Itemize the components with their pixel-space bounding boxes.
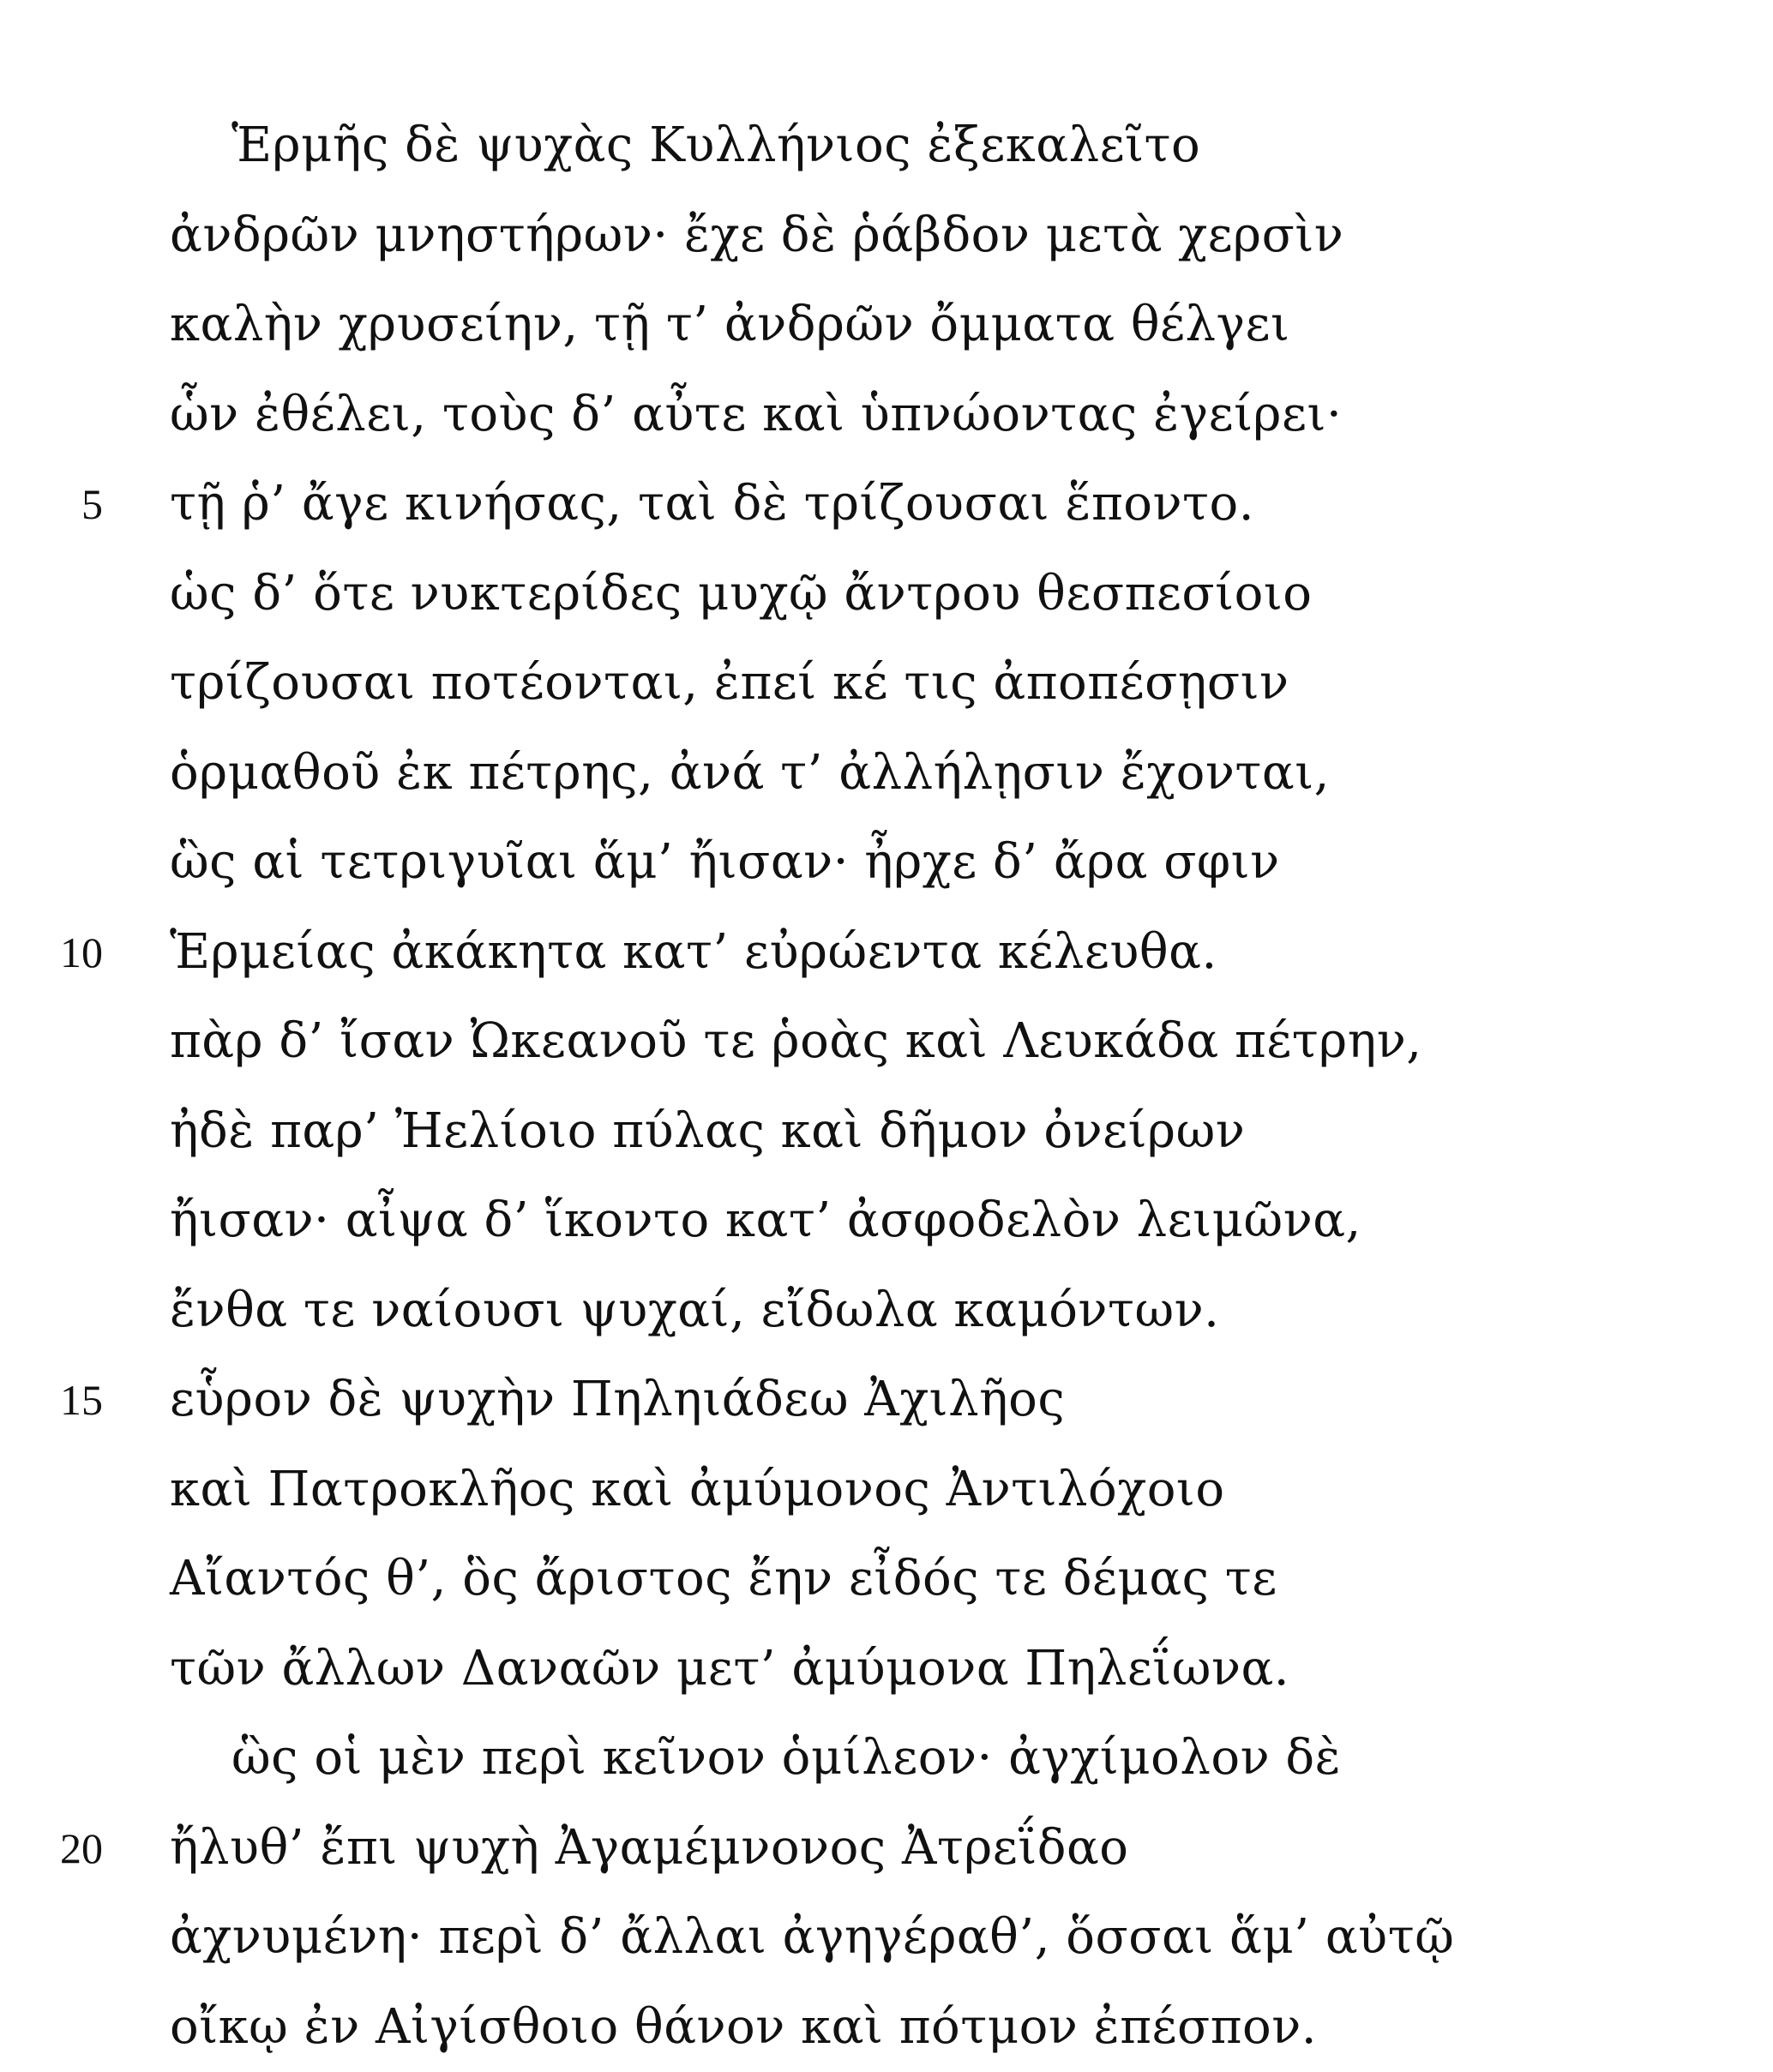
verse-text: πὰρ δ’ ἴσαν Ὠκεανοῦ τε ῥοὰς καὶ Λευκάδα πέτρην,: [170, 997, 1422, 1087]
verse-line: [0, 1445, 1773, 1535]
line-number: 10: [0, 908, 103, 998]
verse-text: ὧν ἐθέλει, τοὺς δ’ αὖτε καὶ ὑπνώοντας ἐγείρει·: [170, 370, 1342, 460]
verse-text: Αἴαντός θ’, ὃς ἄριστος ἔην εἶδός τε δέμας τε: [170, 1534, 1277, 1625]
verse-line: [0, 370, 1773, 460]
verse-text: ὣς αἱ τετριγυῖαι ἅμ’ ἤισαν· ἦρχε δ’ ἄρα σφιν: [170, 818, 1280, 908]
verse-line: [0, 997, 1773, 1087]
verse-text: καλὴν χρυσείην, τῇ τ’ ἀνδρῶν ὄμματα θέλγει: [170, 280, 1289, 370]
verse-text: ἀνδρῶν μνηστήρων· ἔχε δὲ ῥάβδον μετὰ χερσὶν: [170, 191, 1343, 281]
verse-text: ἀχνυμένη· περὶ δ’ ἄλλαι ἀγηγέραθ’, ὅσσαι ἅμ’ αὐτῷ: [170, 1893, 1454, 1983]
verse-text: ἤλυθ’ ἔπι ψυχὴ Ἀγαμέμνονος Ἀτρεΐδαο: [170, 1804, 1129, 1894]
verse-line: [0, 639, 1773, 729]
verse-line: [0, 908, 1773, 998]
verse-line: [0, 1893, 1773, 1983]
verse-text: ἤισαν· αἶψα δ’ ἵκοντο κατ’ ἀσφοδελὸν λειμῶνα,: [170, 1176, 1361, 1266]
verse-line: [0, 1355, 1773, 1445]
verse-line: [0, 280, 1773, 370]
verse-line: [0, 1176, 1773, 1266]
line-number: 15: [0, 1355, 103, 1445]
line-number: 20: [0, 1804, 103, 1894]
verse-text: Ἑρμείας ἀκάκητα κατ’ εὐρώεντα κέλευθα.: [170, 908, 1217, 998]
verse-line: [0, 1983, 1773, 2072]
verse-text: οἴκῳ ἐν Αἰγίσθοιο θάνον καὶ πότμον ἐπέσπον.: [170, 1983, 1317, 2072]
verse-line: [0, 1714, 1773, 1804]
verse-text: τρίζουσαι ποτέονται, ἐπεί κέ τις ἀποπέσῃσιν: [170, 639, 1289, 729]
verse-line: [0, 818, 1773, 908]
poem-text: [0, 101, 1773, 2072]
line-number: 5: [0, 459, 103, 550]
verse-text: τῶν ἄλλων Δαναῶν μετ’ ἀμύμονα Πηλεΐωνα.: [170, 1625, 1289, 1715]
verse-line: [0, 729, 1773, 819]
verse-text: εὗρον δὲ ψυχὴν Πηληιάδεω Ἀχιλῆος: [170, 1355, 1065, 1445]
verse-text: τῇ ῥ’ ἄγε κινήσας, ταὶ δὲ τρίζουσαι ἕποντο.: [170, 459, 1254, 550]
verse-text: ἔνθα τε ναίουσι ψυχαί, εἴδωλα καμόντων.: [170, 1266, 1219, 1356]
verse-text: ὁρμαθοῦ ἐκ πέτρης, ἀνά τ’ ἀλλήλῃσιν ἔχονται,: [170, 729, 1330, 819]
verse-text: καὶ Πατροκλῆος καὶ ἀμύμονος Ἀντιλόχοιο: [170, 1445, 1225, 1535]
verse-text: ὣς οἱ μὲν περὶ κεῖνον ὁμίλεον· ἀγχίμολον δὲ: [231, 1714, 1341, 1804]
verse-line: [0, 1266, 1773, 1356]
verse-line: [0, 101, 1773, 191]
verse-text: Ἑρμῆς δὲ ψυχὰς Κυλλήνιος ἐξεκαλεῖτο: [231, 101, 1200, 191]
verse-text: ὡς δ’ ὅτε νυκτερίδες μυχῷ ἄντρου θεσπεσίοιο: [170, 550, 1313, 640]
verse-line: [0, 1625, 1773, 1715]
verse-line: [0, 550, 1773, 640]
verse-line: [0, 1804, 1773, 1894]
verse-line: [0, 191, 1773, 281]
verse-line: [0, 1087, 1773, 1177]
verse-text: ἠδὲ παρ’ Ἠελίοιο πύλας καὶ δῆμον ὀνείρων: [170, 1087, 1245, 1177]
verse-line: [0, 459, 1773, 550]
verse-line: [0, 1534, 1773, 1625]
